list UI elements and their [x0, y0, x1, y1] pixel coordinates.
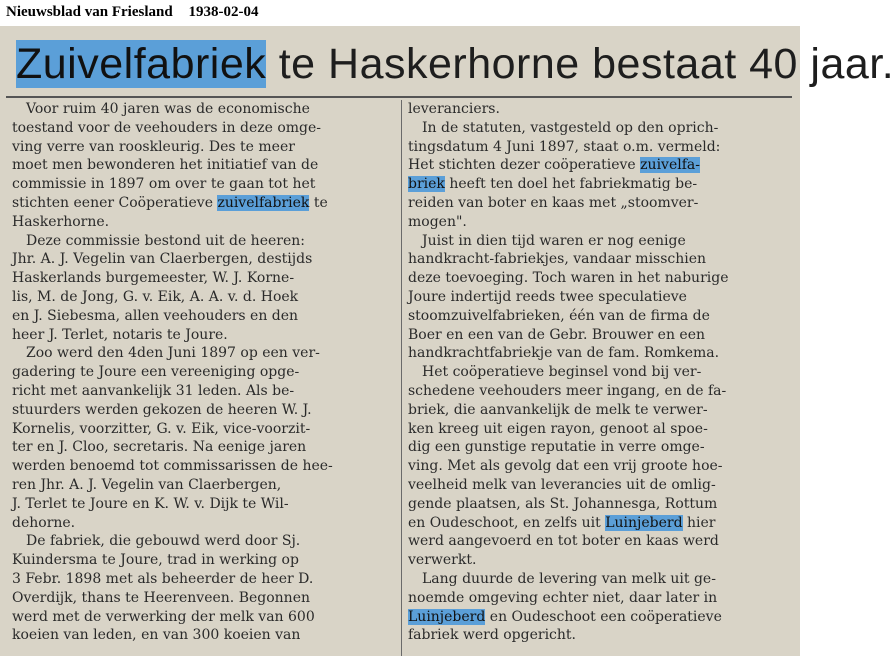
article-text-line: [408, 551, 790, 570]
text-segment: briek, die aanvankelijk de melk te verwer-: [408, 401, 708, 418]
article-text-line: [408, 363, 790, 382]
article-text-line: [408, 626, 790, 645]
article-text-line: [12, 269, 395, 288]
article-text-line: [408, 514, 790, 533]
article-text-line: [408, 307, 790, 326]
text-segment: leveranciers.: [408, 101, 500, 117]
text-segment: te: [309, 194, 328, 211]
text-segment: Kornelis, voorzitter, G. v. Eik, vice-voorzit-: [12, 420, 311, 437]
text-segment: stuurders werden gekozen de heeren W. J.: [12, 401, 312, 418]
highlighted-search-term: Luinjeberd: [605, 514, 683, 531]
article-text-line: [408, 119, 790, 138]
article-text-line: [12, 495, 395, 514]
text-segment: Haskerhorne.: [12, 213, 110, 230]
article-text-line: [408, 269, 790, 288]
article-text-line: [12, 589, 395, 608]
article-text-line: [408, 288, 790, 307]
text-segment: commissie in 1897 om over te gaan tot het: [12, 176, 316, 193]
text-segment: In de statuten, vastgesteld op den oprich-: [408, 119, 719, 136]
text-segment: toestand voor de veehouders in deze omge-: [12, 119, 322, 136]
text-segment: Het stichten dezer coöperatieve: [408, 157, 641, 174]
article-text-line: [12, 438, 395, 457]
text-segment: stoomzuivelfabrieken, één van de firma de: [408, 307, 710, 324]
article-text-line: [12, 514, 395, 533]
text-segment: veelheid melk van leverancies uit de omlig-: [408, 476, 716, 493]
text-segment: hier: [682, 514, 716, 531]
text-segment: deze toevoeging. Toch waren in het naburige: [408, 270, 729, 287]
article-text-line: [12, 608, 395, 627]
article-text-line: [408, 589, 790, 608]
text-segment: Juist in dien tijd waren er nog eenige: [408, 232, 686, 249]
article-text-line: [408, 382, 790, 401]
text-segment: verwerkt.: [408, 552, 477, 569]
text-segment: gende plaatsen, als St. Johannesga, Rottum: [408, 495, 718, 512]
headline-rest: te Haskerhorne bestaat 40 jaar.: [266, 40, 894, 88]
article-text-line: [408, 532, 790, 551]
article-headline: [16, 36, 894, 92]
text-segment: en Oudeschoot een coöperatieve: [485, 608, 722, 625]
text-segment: schedene veehouders meer ingang, en de fa-: [408, 382, 727, 399]
article-text-line: [12, 532, 395, 551]
text-segment: Joure indertijd reeds twee speculatieve: [408, 288, 687, 305]
article-text-line: [408, 175, 790, 194]
text-segment: Overdijk, thans te Heerenveen. Begonnen: [12, 589, 310, 606]
article-text-line: [408, 156, 790, 175]
text-segment: stichten eener Coöperatieve: [12, 194, 218, 211]
article-text-line: [408, 194, 790, 213]
highlighted-search-term: briek: [408, 176, 445, 193]
article-text-line: [408, 476, 790, 495]
text-segment: Lang duurde de levering van melk uit ge-: [408, 570, 716, 587]
newspaper-name: Nieuwsblad van Friesland: [6, 4, 173, 20]
text-segment: Voor ruim 40 jaren was de economische: [12, 101, 310, 117]
text-segment: ving verre van rooskleurig. Des te meer: [12, 138, 295, 155]
article-text-line: [408, 232, 790, 251]
text-segment: en Oudeschoot, en zelfs uit: [408, 514, 606, 531]
article-text-line: [12, 138, 395, 157]
article-text-line: [12, 344, 395, 363]
headline-rule: [6, 96, 792, 98]
article-column-left: [12, 100, 395, 645]
source-header: [6, 4, 258, 21]
text-segment: ter en J. Cloo, secretaris. Na eenige jaren: [12, 439, 307, 456]
text-segment: noemde omgeving echter niet, daar later in: [408, 589, 718, 606]
text-segment: heer J. Terlet, notaris te Joure.: [12, 326, 228, 343]
highlighted-search-term: zuivelfabriek: [217, 194, 310, 211]
article-text-line: [408, 438, 790, 457]
text-segment: werd met de verwerking der melk van 600: [12, 608, 315, 625]
article-text-line: [408, 608, 790, 627]
column-divider: [401, 100, 402, 656]
text-segment: Deze commissie bestond uit de heeren:: [12, 232, 305, 249]
article-text-line: [408, 326, 790, 345]
article-text-line: [12, 476, 395, 495]
text-segment: werden benoemd tot commissarissen de hee-: [12, 458, 333, 475]
article-text-line: [408, 138, 790, 157]
article-text-line: [12, 326, 395, 345]
text-segment: Zoo werd den 4den Juni 1897 op een ver-: [12, 345, 320, 362]
article-text-line: [12, 570, 395, 589]
text-segment: werd aangevoerd en tot boter en kaas werd: [408, 533, 719, 550]
article-text-line: [12, 307, 395, 326]
article-text-line: [12, 551, 395, 570]
text-segment: handkracht-fabriekjes, vandaar misschien: [408, 251, 707, 268]
text-segment: en J. Siebesma, allen veehouders en den: [12, 307, 299, 324]
text-segment: Kuindersma te Joure, trad in werking op: [12, 552, 299, 569]
text-segment: Het coöperatieve beginsel vond bij ver-: [408, 364, 702, 381]
text-segment: De fabriek, die gebouwd werd door Sj.: [12, 533, 301, 550]
text-segment: ving. Met als gevolg dat een vrij groote hoe-: [408, 458, 723, 475]
article-text-line: [408, 213, 790, 232]
article-text-line: [12, 232, 395, 251]
article-text-line: [408, 495, 790, 514]
article-column-right: [408, 100, 790, 645]
article-text-line: [12, 382, 395, 401]
article-text-line: [12, 175, 395, 194]
text-segment: lis, M. de Jong, G. v. Eik, A. A. v. d. Hoek: [12, 288, 299, 305]
text-segment: J. Terlet te Joure en K. W. v. Dijk te Wil-: [12, 495, 289, 512]
text-segment: ken kreeg uit eigen rayon, genoot al spoe-: [408, 420, 708, 437]
text-segment: handkrachtfabriekje van de fam. Romkema.: [408, 345, 720, 362]
text-segment: heeft ten doel het fabriekmatig be-: [444, 176, 698, 193]
text-segment: reiden van boter en kaas met „stoomver-: [408, 194, 699, 211]
text-segment: Boer en een van de Gebr. Brouwer en een: [408, 326, 706, 343]
article-text-line: [408, 250, 790, 269]
text-segment: mogen".: [408, 213, 467, 230]
highlighted-search-term: zuivelfa-: [640, 157, 700, 174]
publication-date: 1938-02-04: [188, 4, 259, 20]
newspaper-clipping: [0, 26, 894, 656]
article-text-line: [408, 344, 790, 363]
text-segment: Haskerlands burgemeester, W. J. Korne-: [12, 270, 295, 287]
article-text-line: [408, 100, 790, 119]
article-text-line: [12, 420, 395, 439]
text-segment: Jhr. A. J. Vegelin van Claerbergen, destijds: [12, 251, 313, 268]
article-text-line: [12, 119, 395, 138]
text-segment: gadering te Joure een vereeniging opge-: [12, 364, 300, 381]
article-text-line: [12, 194, 395, 213]
text-segment: richt met aanvankelijk 31 leden. Als be-: [12, 382, 295, 399]
article-text-line: [408, 570, 790, 589]
text-segment: 3 Febr. 1898 met als beheerder de heer D.: [12, 570, 314, 587]
article-text-line: [12, 626, 395, 645]
headline-highlighted-term: Zuivelfabriek: [16, 40, 267, 88]
article-text-line: [12, 288, 395, 307]
text-segment: ren Jhr. A. J. Vegelin van Claerbergen,: [12, 476, 282, 493]
article-text-line: [12, 213, 395, 232]
article-text-line: [12, 100, 395, 119]
text-segment: fabriek werd opgericht.: [408, 627, 576, 644]
text-segment: koeien van leden, en van 300 koeien van: [12, 627, 301, 644]
article-text-line: [12, 156, 395, 175]
article-text-line: [12, 363, 395, 382]
article-text-line: [12, 457, 395, 476]
article-text-line: [408, 457, 790, 476]
article-text-line: [12, 401, 395, 420]
text-segment: dehorne.: [12, 514, 76, 531]
text-segment: tingsdatum 4 Juni 1897, staat o.m. vermeld:: [408, 138, 721, 155]
highlighted-search-term: Luinjeberd: [408, 608, 486, 625]
article-text-line: [408, 401, 790, 420]
article-text-line: [408, 420, 790, 439]
article-text-line: [12, 250, 395, 269]
text-segment: moet men bewonderen het initiatief van de: [12, 157, 319, 174]
text-segment: dig een gunstige reputatie in verre omge-: [408, 439, 705, 456]
